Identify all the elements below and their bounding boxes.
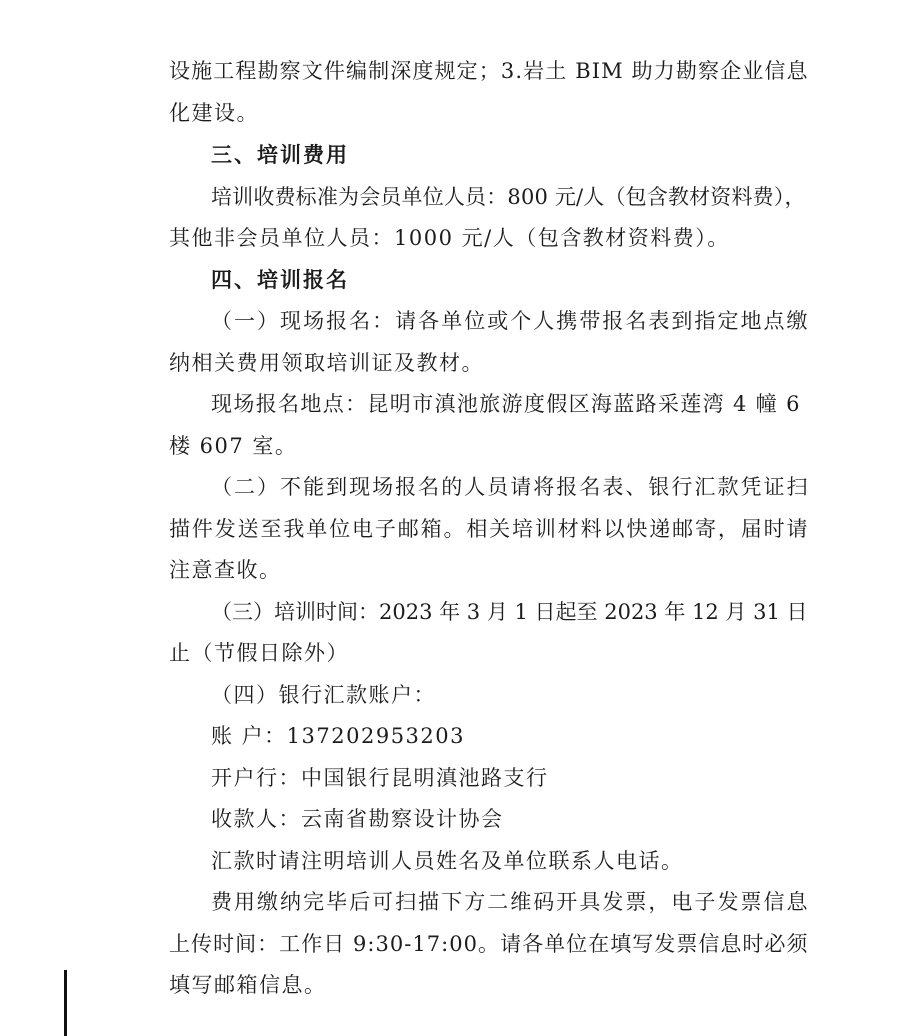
section-heading: 三、培训费用 [211,142,349,167]
text-line: 设施工程勘察文件编制深度规定；3.岩土 BIM 助力勘察企业信息 [169,59,809,83]
text-line: 化建设。 [169,101,259,125]
text-line: 收款人：云南省勘察设计协会 [211,807,504,831]
text-line: （一）现场报名：请各单位或个人携带报名表到指定地点缴 [211,309,810,333]
text-line: 账 户：137202953203 [211,724,466,748]
text-line: 费用缴纳完毕后可扫描下方二维码开具发票，电子发票信息 [211,890,810,914]
page-edge-line [64,970,67,1036]
text-line: （四）银行汇款账户： [211,683,436,707]
text-line: 楼 607 室。 [169,434,298,458]
text-line: 开户行：中国银行昆明滇池路支行 [211,766,549,790]
text-line: 其他非会员单位人员：1000 元/人（包含教材资料费）。 [169,226,730,250]
text-line: 现场报名地点：昆明市滇池旅游度假区海蓝路采莲湾 4 幢 6 [211,392,801,416]
text-line: 止（节假日除外） [169,641,349,665]
text-line: 纳相关费用领取培训证及教材。 [169,351,484,375]
text-line: 注意查收。 [169,558,282,582]
text-line: （三）培训时间：2023 年 3 月 1 日起至 2023 年 12 月 31 日 [211,600,808,624]
text-line: 上传时间：工作日 9:30-17:00。请各单位在填写发票信息时必须 [169,932,809,956]
section-heading: 四、培训报名 [211,267,349,292]
text-line: 填写邮箱信息。 [169,973,327,997]
text-line: 汇款时请注明培训人员姓名及单位联系人电话。 [211,849,684,873]
text-line: （二）不能到现场报名的人员请将报名表、银行汇款凭证扫 [211,475,810,499]
text-line: 描件发送至我单位电子邮箱。相关培训材料以快递邮寄，届时请 [169,517,810,541]
text-line: 培训收费标准为会员单位人员：800 元/人（包含教材资料费）， [211,185,806,209]
